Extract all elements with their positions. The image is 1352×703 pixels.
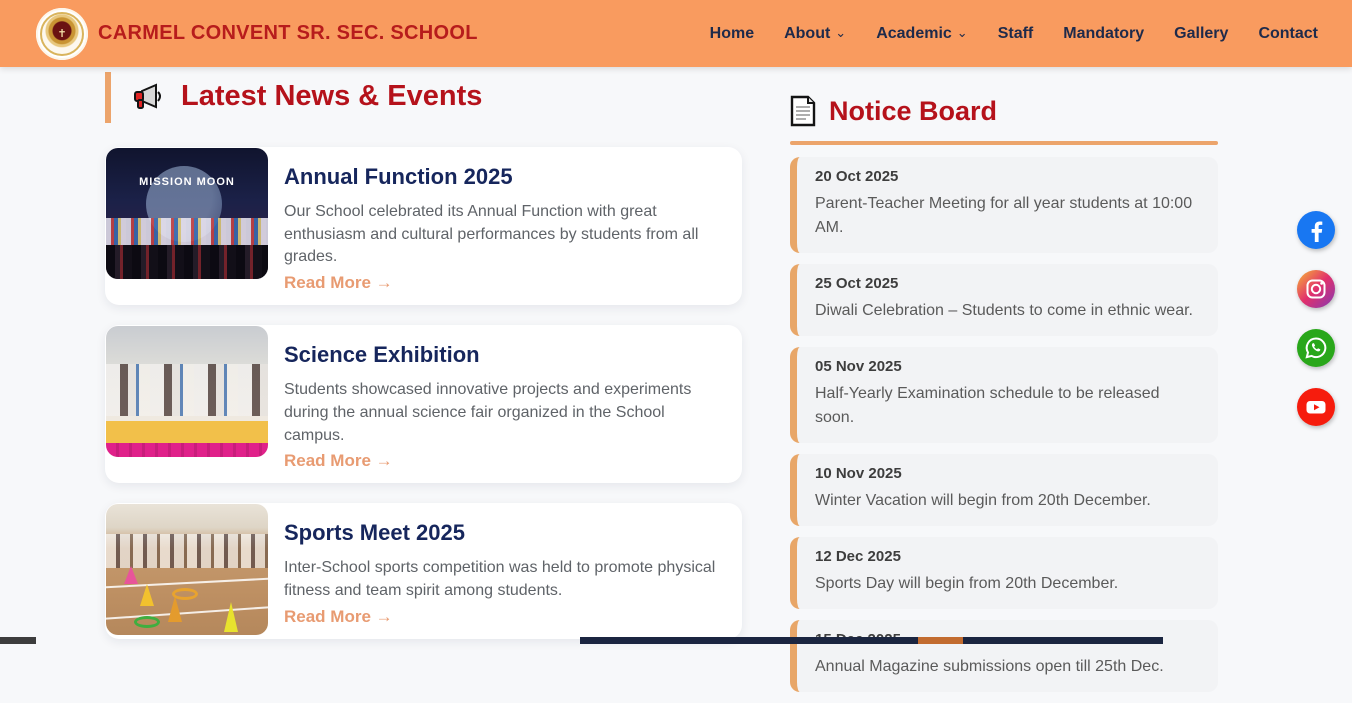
notice-item — [790, 157, 1218, 253]
latest-news-section — [105, 72, 742, 659]
notice-text: Half-Yearly Examination schedule to be released soon. — [815, 382, 1200, 430]
notice-text: Winter Vacation will begin from 20th December. — [815, 489, 1200, 513]
news-card-science-exhibition — [105, 325, 742, 483]
megaphone-icon — [132, 82, 168, 112]
footer-segment-orange — [918, 637, 963, 644]
news-section-header — [105, 72, 742, 123]
school-logo[interactable] — [36, 8, 88, 60]
notice-date: 25 Oct 2025 — [815, 275, 1200, 292]
nav-item-contact[interactable]: Contact — [1258, 25, 1318, 43]
notice-text: Parent-Teacher Meeting for all year students at 10:00 AM. — [815, 192, 1200, 240]
notice-item — [790, 454, 1218, 526]
read-more-link[interactable]: Read More → — [284, 607, 393, 627]
footer-segment-dark — [0, 637, 36, 644]
nav-item-about[interactable]: About ⌄ — [784, 25, 846, 43]
notice-text: Diwali Celebration – Students to come in ethnic wear. — [815, 299, 1200, 323]
news-title: Sports Meet 2025 — [284, 520, 716, 546]
nav-item-staff[interactable]: Staff — [998, 25, 1034, 43]
read-more-link[interactable]: Read More → — [284, 451, 393, 471]
notice-date: 05 Nov 2025 — [815, 358, 1200, 375]
nav-item-gallery[interactable]: Gallery — [1174, 25, 1228, 43]
notice-date: 20 Oct 2025 — [815, 168, 1200, 185]
header — [0, 0, 1352, 67]
social-links — [1297, 211, 1335, 426]
notice-text: Annual Magazine submissions open till 25th Dec. — [815, 655, 1200, 679]
notice-item — [790, 347, 1218, 443]
notice-date: 15 Dec 2025 — [815, 631, 1200, 648]
news-image-annual-function: MISSION MOON — [106, 148, 268, 279]
notice-item — [790, 537, 1218, 609]
footer-segment-navy — [580, 637, 1163, 644]
footer-top-edge — [0, 637, 1352, 644]
nav-item-home[interactable]: Home — [710, 25, 754, 43]
notice-item — [790, 620, 1218, 692]
news-section-title: Latest News & Events — [181, 80, 482, 113]
instagram-icon[interactable] — [1297, 270, 1335, 308]
news-title: Annual Function 2025 — [284, 164, 716, 190]
news-title: Science Exhibition — [284, 342, 716, 368]
notice-board-underline — [790, 141, 1218, 145]
main-nav — [710, 25, 1318, 43]
notice-text: Sports Day will begin from 20th December. — [815, 572, 1200, 596]
notice-date: 10 Nov 2025 — [815, 465, 1200, 482]
nav-item-mandatory[interactable]: Mandatory — [1063, 25, 1144, 43]
notice-item — [790, 264, 1218, 336]
notice-board-title: Notice Board — [829, 96, 997, 127]
document-icon — [790, 95, 816, 127]
notice-board-header — [790, 95, 1218, 127]
youtube-icon[interactable] — [1297, 388, 1335, 426]
read-more-link[interactable]: Read More → — [284, 273, 393, 293]
news-description: Our School celebrated its Annual Function with great enthusiasm and cultural performances by students from all grades. — [284, 201, 716, 269]
news-card-sports-meet — [105, 503, 742, 638]
news-image-sports-meet — [106, 504, 268, 635]
whatsapp-icon[interactable] — [1297, 329, 1335, 367]
news-description: Students showcased innovative projects and experiments during the annual science fair organized in the School campus. — [284, 379, 716, 447]
school-name: CARMEL CONVENT SR. SEC. SCHOOL — [98, 22, 478, 45]
news-image-science-exhibition — [106, 326, 268, 457]
news-card-list — [105, 147, 742, 639]
notice-board-section — [790, 95, 1218, 703]
facebook-icon[interactable] — [1297, 211, 1335, 249]
news-description: Inter-School sports competition was held to promote physical fitness and team spirit among students. — [284, 557, 716, 602]
chevron-down-icon: ⌄ — [835, 25, 846, 41]
notice-list — [790, 157, 1218, 692]
nav-item-academic[interactable]: Academic ⌄ — [876, 25, 968, 43]
news-card-annual-function — [105, 147, 742, 305]
notice-date: 12 Dec 2025 — [815, 548, 1200, 565]
school-crest-icon: ✝ — [40, 12, 84, 56]
chevron-down-icon: ⌄ — [957, 25, 968, 41]
